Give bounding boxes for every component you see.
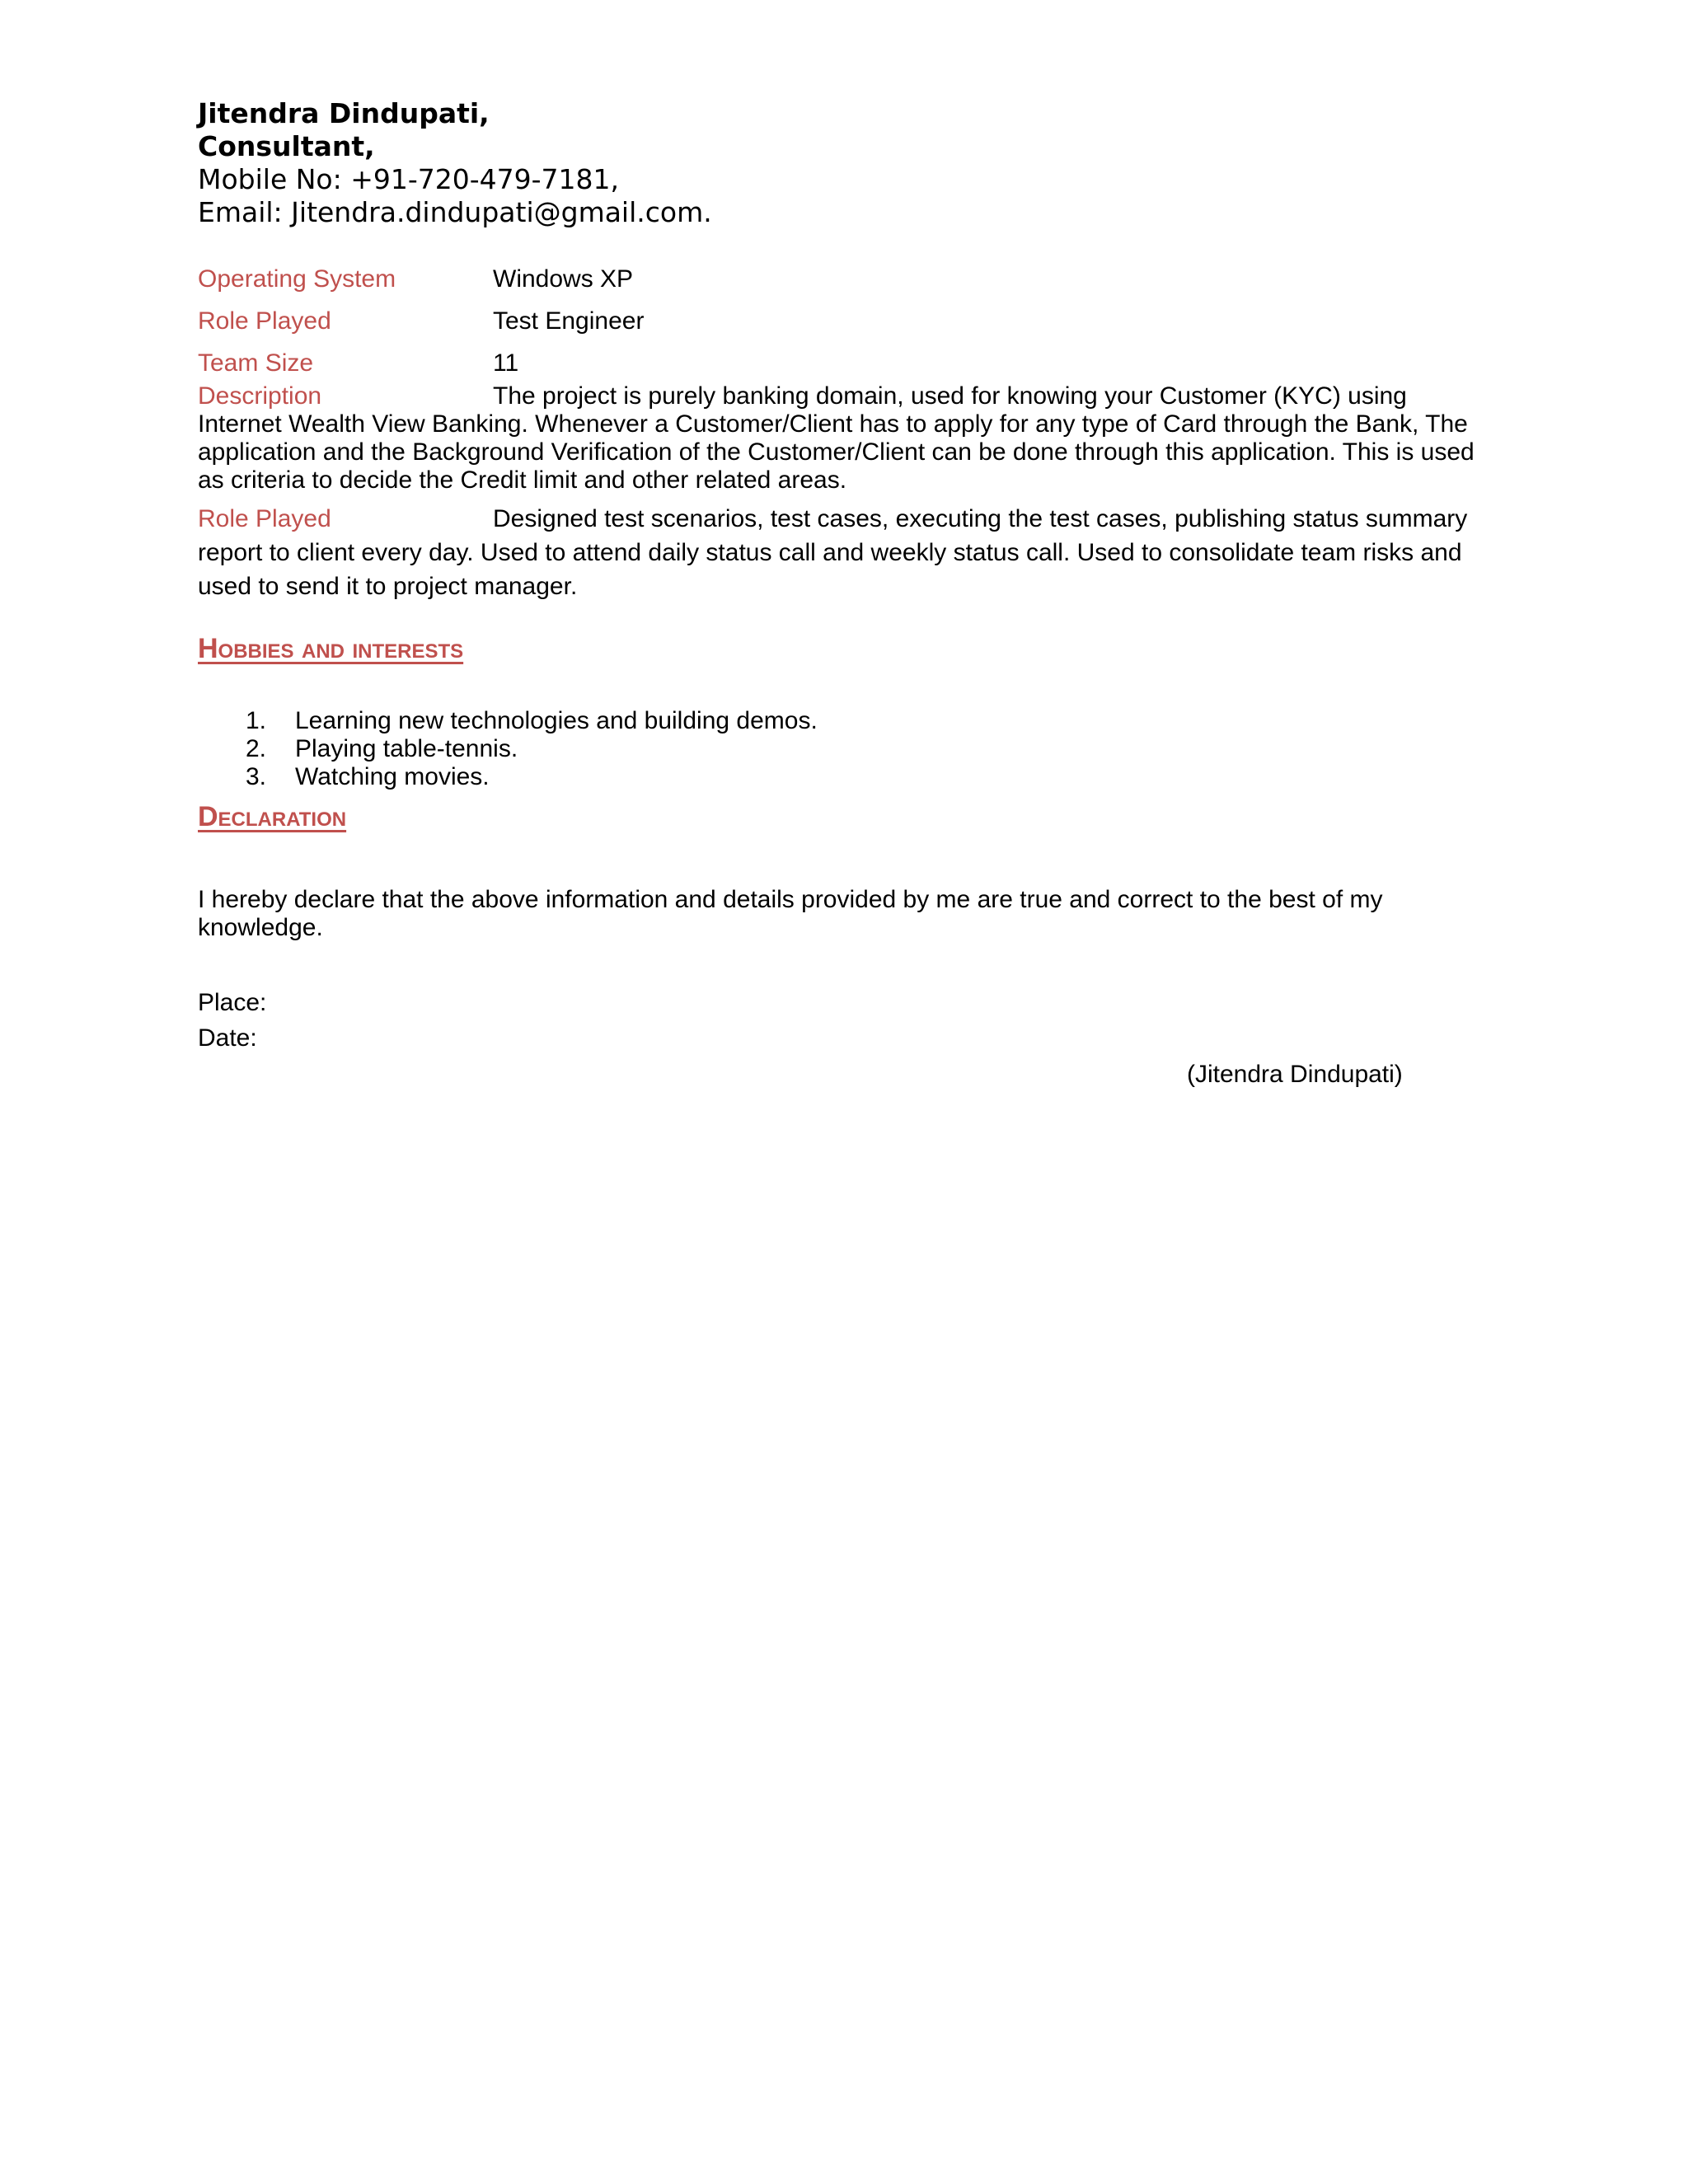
declaration-text: I hereby declare that the above information and details provided by me are true and correct to the best of my knowledge. — [198, 886, 1383, 941]
list-item: 3. Watching movies. — [246, 763, 490, 790]
place-label: Place: — [198, 989, 267, 1016]
hobbies-list — [246, 707, 1400, 791]
project-description — [198, 382, 1492, 494]
date-label: Date: — [198, 1024, 257, 1052]
role-detail-text: Designed test scenarios, test cases, executing the test cases, publishing status summary report to client every day. Used to attend daily status call and weekly status call. Used to consolidate team risks and used to send it to project manager. — [198, 505, 1468, 600]
role-detail-label: Role Played — [198, 505, 331, 532]
team-size-row — [198, 349, 1484, 377]
signature-name: (Jitendra Dindupati) — [1187, 1061, 1403, 1088]
candidate-name: Jitendra Dindupati, — [198, 97, 490, 129]
email-address: Email: Jitendra.dindupati@gmail.com. — [198, 196, 712, 228]
candidate-designation: Consultant, — [198, 130, 375, 162]
operating-system-value: Windows XP — [493, 265, 634, 293]
operating-system-row — [198, 265, 1484, 293]
contact-header — [198, 97, 1269, 229]
mobile-number: Mobile No: +91-720-479-7181, — [198, 163, 620, 195]
role-played-row — [198, 307, 1484, 335]
description-text: The project is purely banking domain, used for knowing your Customer (KYC) using Internet Wealth View Banking. Whenever a Customer/Client has to apply for any type of Card through the Bank, The application and the Background Verification of the Customer/Client can be done through this application. This is used as criteria to decide the Credit limit and other related areas. — [198, 382, 1475, 494]
list-item: 2. Playing table-tennis. — [246, 735, 518, 762]
role-played-value: Test Engineer — [493, 307, 645, 335]
declaration-heading: Declaration — [198, 801, 347, 832]
role-details — [198, 502, 1492, 603]
role-played-label: Role Played — [198, 307, 331, 335]
list-item: 1. Learning new technologies and building demos. — [246, 707, 818, 734]
team-size-label: Team Size — [198, 349, 314, 377]
hobbies-heading: Hobbies and interests — [198, 633, 464, 664]
team-size-value: 11 — [493, 349, 519, 377]
operating-system-label: Operating System — [198, 265, 396, 293]
description-label: Description — [198, 382, 322, 410]
